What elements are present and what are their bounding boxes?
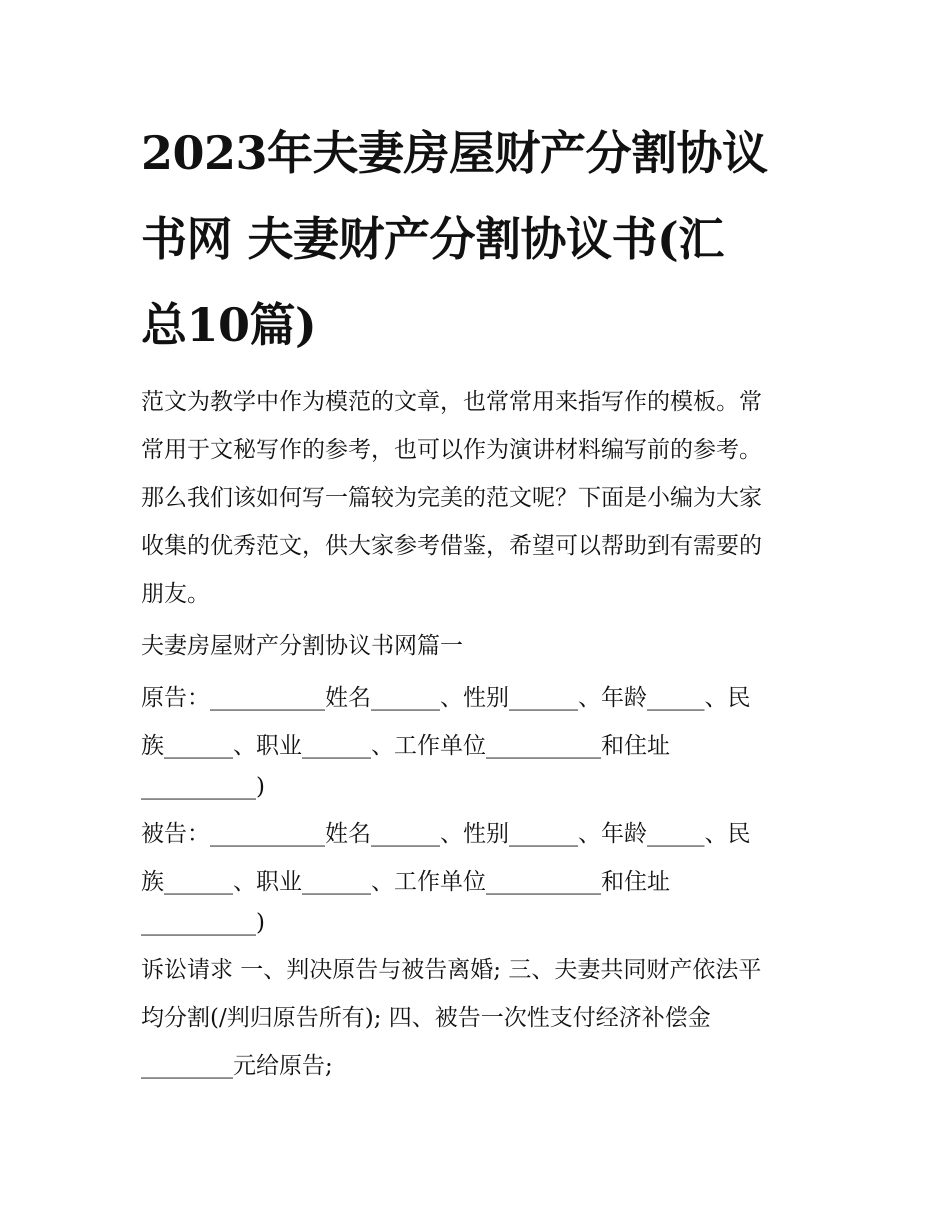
title-line: 2023年夫妻房屋财产分割协议 [141, 126, 768, 180]
claims-line: 诉讼请求 一、判决原告与被告离婚; 三、夫妻共同财产依法平 [141, 957, 762, 983]
document-title [141, 110, 813, 368]
claims-line: 均分割(/判归原告所有); 四、被告一次性支付经济补偿金 [141, 1005, 711, 1031]
title-line: 总10篇) [141, 298, 317, 352]
document-content [141, 110, 813, 1090]
intro-line: 常用于文秘写作的参考，也可以作为演讲材料编写前的参考。 [141, 437, 762, 463]
plaintiff-line: 原告：__________姓名______、性别______、年龄_____、民 [141, 685, 751, 711]
plaintiff-line: 族______、职业______、工作单位__________和住址 [141, 733, 670, 759]
plaintiff-line: __________) [141, 774, 265, 800]
section-heading: 夫妻房屋财产分割协议书网篇一 [141, 633, 463, 659]
title-line: 书网 夫妻财产分割协议书(汇 [141, 212, 724, 266]
defendant-line: 族______、职业______、工作单位__________和住址 [141, 869, 670, 895]
defendant-block [141, 810, 813, 942]
intro-line: 范文为教学中作为模范的文章，也常常用来指写作的模板。常 [141, 389, 762, 415]
intro-line: 收集的优秀范文，供大家参考借鉴，希望可以帮助到有需要的 [141, 533, 762, 559]
intro-line: 朋友。 [141, 581, 210, 607]
intro-paragraph [141, 378, 813, 618]
defendant-line: __________) [141, 910, 265, 936]
claims-block [141, 946, 813, 1090]
plaintiff-block [141, 674, 813, 806]
intro-line: 那么我们该如何写一篇较为完美的范文呢？下面是小编为大家 [141, 485, 762, 511]
claims-line: ________元给原告; [141, 1053, 333, 1079]
defendant-line: 被告：__________姓名______、性别______、年龄_____、民 [141, 821, 751, 847]
